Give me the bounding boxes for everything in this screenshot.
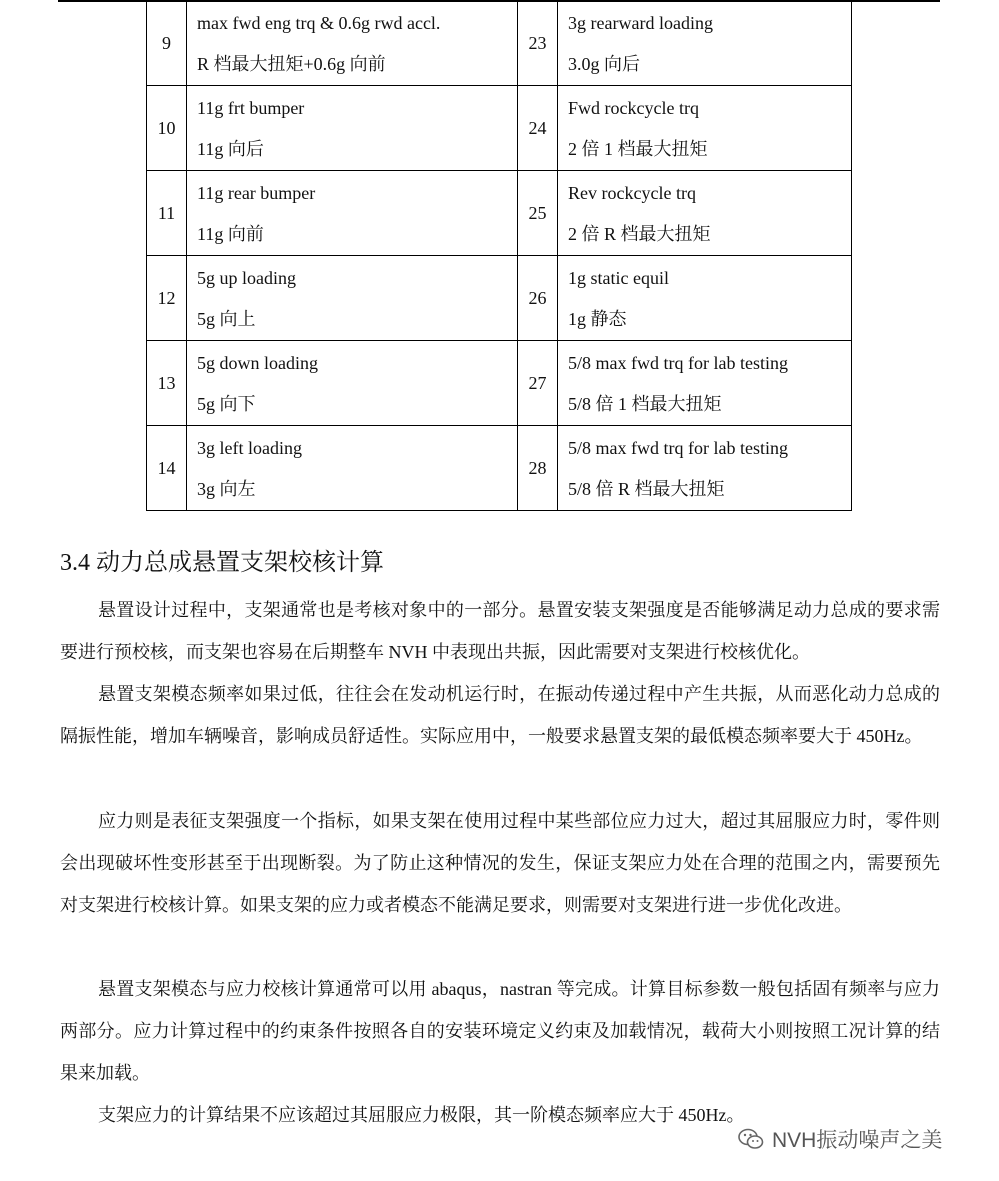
case-name-cn: 3g 向左 xyxy=(197,478,256,499)
case-name-cn: 11g 向前 xyxy=(197,223,264,244)
case-description-right xyxy=(558,1,852,86)
case-description-right xyxy=(558,256,852,341)
paragraph-2: 悬置支架模态频率如果过低，往往会在发动机运行时，在振动传递过程中产生共振，从而恶化动力总成的隔振性能，增加车辆噪音，影响成员舒适性。实际应用中，一般要求悬置支架的最低模态频率要大于 450Hz。 xyxy=(60,684,940,746)
case-description-left xyxy=(187,341,518,426)
case-number: 26 xyxy=(528,287,547,308)
paragraph-4: 悬置支架模态与应力校核计算通常可以用 abaqus，nastran 等完成。计算目标参数一般包括固有频率与应力两部分。应力计算过程中的约束条件按照各自的安装环境定义约束及加载情况，载荷大小则按照工况计算的结果来加载。 xyxy=(60,979,940,1083)
case-name-cn: 2 倍 R 档最大扭矩 xyxy=(568,223,711,244)
case-description-left xyxy=(187,426,518,511)
case-description-left xyxy=(187,171,518,256)
case-name-en: 1g static equil xyxy=(568,267,669,288)
row-number-right xyxy=(518,256,558,341)
table-row xyxy=(147,171,852,256)
case-description-left xyxy=(187,1,518,86)
case-name-en: 3g rearward loading xyxy=(568,12,713,33)
case-description-right xyxy=(558,341,852,426)
section-title: 3.4 动力总成悬置支架校核计算 xyxy=(60,550,384,576)
case-name-en: Fwd rockcycle trq xyxy=(568,97,699,118)
row-number-left xyxy=(147,86,187,171)
case-number: 24 xyxy=(528,117,547,138)
case-name-cn: 11g 向后 xyxy=(197,138,264,159)
case-number: 10 xyxy=(157,117,176,138)
case-name-cn: 3.0g 向后 xyxy=(568,53,640,74)
row-number-left xyxy=(147,426,187,511)
watermark xyxy=(738,1124,942,1154)
wechat-icon xyxy=(738,1128,764,1150)
row-number-right xyxy=(518,426,558,511)
table-row xyxy=(147,1,852,86)
case-name-en: 5/8 max fwd trq for lab testing xyxy=(568,437,788,458)
case-description-left xyxy=(187,86,518,171)
paragraph-1: 悬置设计过程中，支架通常也是考核对象中的一部分。悬置安装支架强度是否能够满足动力总成的要求需要进行预校核，而支架也容易在后期整车 NVH 中表现出共振，因此需要对支架进行校核优化。 xyxy=(60,600,940,662)
case-number: 11 xyxy=(157,202,176,223)
table-row xyxy=(147,426,852,511)
row-number-right xyxy=(518,341,558,426)
row-number-left xyxy=(147,341,187,426)
case-description-right xyxy=(558,171,852,256)
case-number: 23 xyxy=(528,32,547,53)
case-name-cn: 5g 向下 xyxy=(197,393,256,414)
case-name-cn: 2 倍 1 档最大扭矩 xyxy=(568,138,708,159)
case-number: 14 xyxy=(157,457,176,478)
row-number-right xyxy=(518,171,558,256)
case-number: 13 xyxy=(157,372,176,393)
row-number-right xyxy=(518,1,558,86)
case-description-right xyxy=(558,426,852,511)
paragraph-3: 应力则是表征支架强度一个指标，如果支架在使用过程中某些部位应力过大，超过其屈服应力时，零件则会出现破坏性变形甚至于出现断裂。为了防止这种情况的发生，保证支架应力处在合理的范围之内，需要预先对支架进行校核计算。如果支架的应力或者模态不能满足要求，则需要对支架进行进一步优化改进。 xyxy=(60,811,940,915)
row-number-right xyxy=(518,86,558,171)
case-description-right xyxy=(558,86,852,171)
load-case-table xyxy=(146,0,852,511)
case-name-en: 5/8 max fwd trq for lab testing xyxy=(568,352,788,373)
case-name-en: max fwd eng trq & 0.6g rwd accl. xyxy=(197,12,441,33)
table-row xyxy=(147,86,852,171)
case-name-cn: 5/8 倍 R 档最大扭矩 xyxy=(568,478,725,499)
case-name-en: 3g left loading xyxy=(197,437,302,458)
row-number-left xyxy=(147,256,187,341)
case-number: 12 xyxy=(157,287,176,308)
case-description-left xyxy=(187,256,518,341)
row-number-left xyxy=(147,171,187,256)
case-name-cn: 1g 静态 xyxy=(568,308,627,329)
case-name-en: Rev rockcycle trq xyxy=(568,182,696,203)
load-case-table-body xyxy=(147,1,852,511)
case-number: 25 xyxy=(528,202,547,223)
case-number: 28 xyxy=(528,457,547,478)
case-name-cn: 5/8 倍 1 档最大扭矩 xyxy=(568,393,722,414)
case-name-en: 5g down loading xyxy=(197,352,318,373)
case-name-cn: R 档最大扭矩+0.6g 向前 xyxy=(197,53,386,74)
case-name-cn: 5g 向上 xyxy=(197,308,256,329)
case-name-en: 5g up loading xyxy=(197,267,296,288)
case-name-en: 11g rear bumper xyxy=(197,182,316,203)
case-number: 27 xyxy=(528,372,547,393)
case-number: 9 xyxy=(162,32,171,53)
table-row xyxy=(147,341,852,426)
row-number-left xyxy=(147,1,187,86)
case-name-en: 11g frt bumper xyxy=(197,97,305,118)
paragraph-5: 支架应力的计算结果不应该超过其屈服应力极限，其一阶模态频率应大于 450Hz。 xyxy=(98,1105,745,1125)
watermark-text: NVH振动噪声之美 xyxy=(772,1129,943,1152)
table-row xyxy=(147,256,852,341)
